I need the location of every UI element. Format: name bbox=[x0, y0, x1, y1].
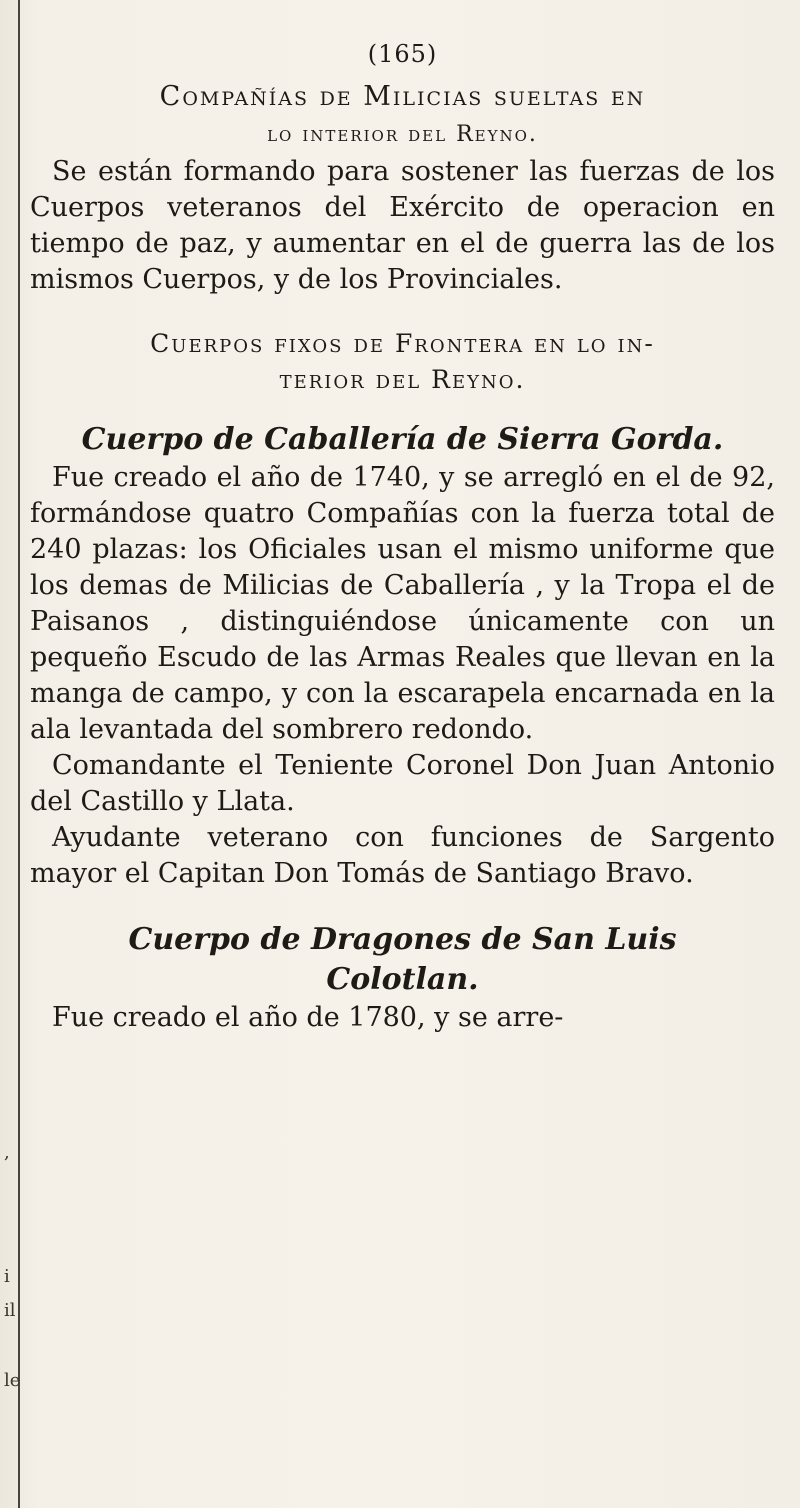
page-content bbox=[30, 40, 775, 1036]
unit-title-san-luis-line2: Colotlan. bbox=[326, 962, 479, 997]
intro-paragraph: Se están formando para sostener las fuerzas de los Cuerpos veteranos del Exército de operacion en tiempo de paz, y aumentar en el de guerra las de los mismos Cuerpos, y de los Provinciales. bbox=[30, 156, 775, 295]
unit-paragraph: Fue creado el año de 1740, y se arregló en el de 92, formándose quatro Compañías con la fuerza total de 240 plazas: los Oficiales usan el mismo uniforme que los demas de Milicias de Caballería , y la Tropa el de Paisanos , distinguiéndose únicamente con un pequeño Escudo de las Armas Reales que llevan en la manga de campo, y con la escarapela encarnada en la ala levantada del sombrero redondo. bbox=[30, 462, 775, 745]
unit-adjutant-paragraph: Ayudante veterano con funciones de Sargento mayor el Capitan Don Tomás de Santiago Bravo. bbox=[30, 822, 775, 889]
section-heading-line2: terior del Reyno. bbox=[279, 365, 526, 394]
margin-mark: il bbox=[4, 1300, 16, 1321]
unit-paragraph: Fue creado el año de 1780, y se arre- bbox=[52, 1002, 564, 1033]
binding-edge bbox=[18, 0, 20, 1508]
unit-title-san-luis-line1: Cuerpo de Dragones de San Luis bbox=[128, 922, 677, 957]
page-heading-line2: lo interior del Reyno. bbox=[267, 122, 538, 147]
page-heading-line1: Compañías de Milicias sueltas en bbox=[159, 81, 646, 112]
unit-commander-paragraph: Comandante el Teniente Coronel Don Juan Antonio del Castillo y Llata. bbox=[30, 750, 775, 817]
section-heading-line1: Cuerpos fixos de Frontera en lo in- bbox=[150, 329, 655, 358]
margin-mark: le bbox=[4, 1370, 21, 1391]
margin-mark: , bbox=[4, 1142, 10, 1163]
margin-mark: i bbox=[4, 1266, 10, 1287]
page-number: (165) bbox=[367, 40, 438, 68]
unit-title-sierra-gorda: Cuerpo de Caballería de Sierra Gorda. bbox=[81, 422, 724, 457]
